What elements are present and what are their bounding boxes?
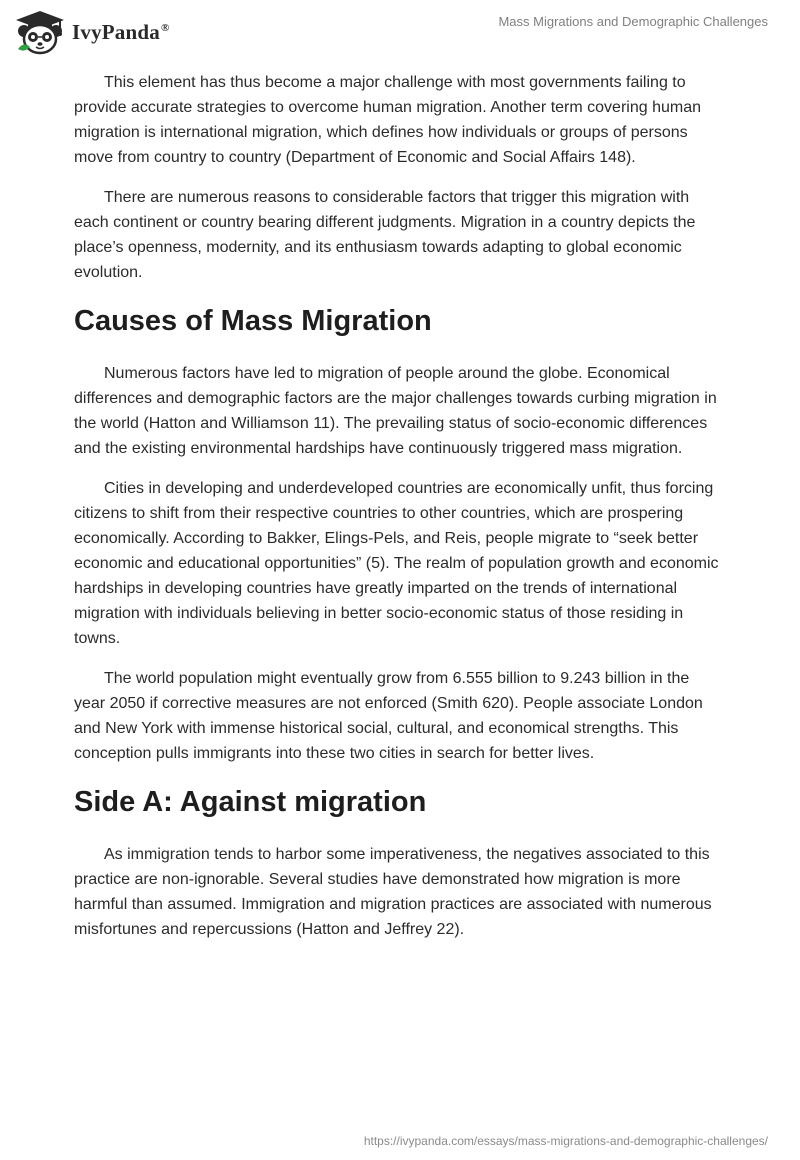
- essay-body: [74, 70, 724, 957]
- ivypanda-logo[interactable]: [14, 8, 169, 56]
- paragraph-3: Numerous factors have led to migration of people around the globe. Economical differences and demographic factors are the major challenges towards curbing migration in the world (Hatton and Williamson 11). The prevailing status of socio-economic differences and the existing environmental hardships have continuously triggered mass migration.: [74, 365, 717, 457]
- panda-graduate-icon: [14, 9, 66, 55]
- paragraph-6: As immigration tends to harbor some imperativeness, the negatives associated to this practice are non-ignorable. Several studies have demonstrated how migration is more harmful than assumed. Immigration and migration practices are associated with numerous misfortunes and repercussions (Hatton and Jeffrey 22).: [74, 846, 712, 938]
- heading-causes: Causes of Mass Migration: [74, 305, 432, 337]
- source-url[interactable]: https://ivypanda.com/essays/mass-migrations-and-demographic-challenges/: [363, 1134, 768, 1148]
- paragraph-2: There are numerous reasons to considerable factors that trigger this migration with each continent or country bearing different judgments. Migration in a country depicts the place’s openness, modernity, and its enthusiasm towards adapting to global economic evolution.: [74, 189, 696, 281]
- paragraph-1: This element has thus become a major challenge with most governments failing to provide accurate strategies to overcome human migration. Another term covering human migration is international migration, which defines how individuals or groups of persons move from country to country (Department of Economic and Social Affairs 148).: [74, 74, 701, 166]
- heading-side-a: Side A: Against migration: [74, 786, 427, 818]
- page-header: [0, 0, 800, 60]
- paragraph-4: Cities in developing and underdeveloped countries are economically unfit, thus forcing citizens to shift from their respective countries to other countries, which are prospering economically. According to Bakker, Elings-Pels, and Reis, people migrate to “seek better economic and educational opportunities” (5). The realm of population growth and economic hardships in developing countries have greatly imparted on the trends of international migration with individuals believing in better socio-economic status of those residing in towns.: [74, 480, 719, 647]
- document-title: Mass Migrations and Demographic Challenges: [498, 14, 768, 29]
- logo-wordmark: IvyPanda®: [72, 19, 170, 44]
- paragraph-5: The world population might eventually grow from 6.555 billion to 9.243 billion in the year 2050 if corrective measures are not enforced (Smith 620). People associate London and New York with immense historical social, cultural, and economical strengths. This conception pulls immigrants into these two cities in search for better lives.: [74, 670, 703, 762]
